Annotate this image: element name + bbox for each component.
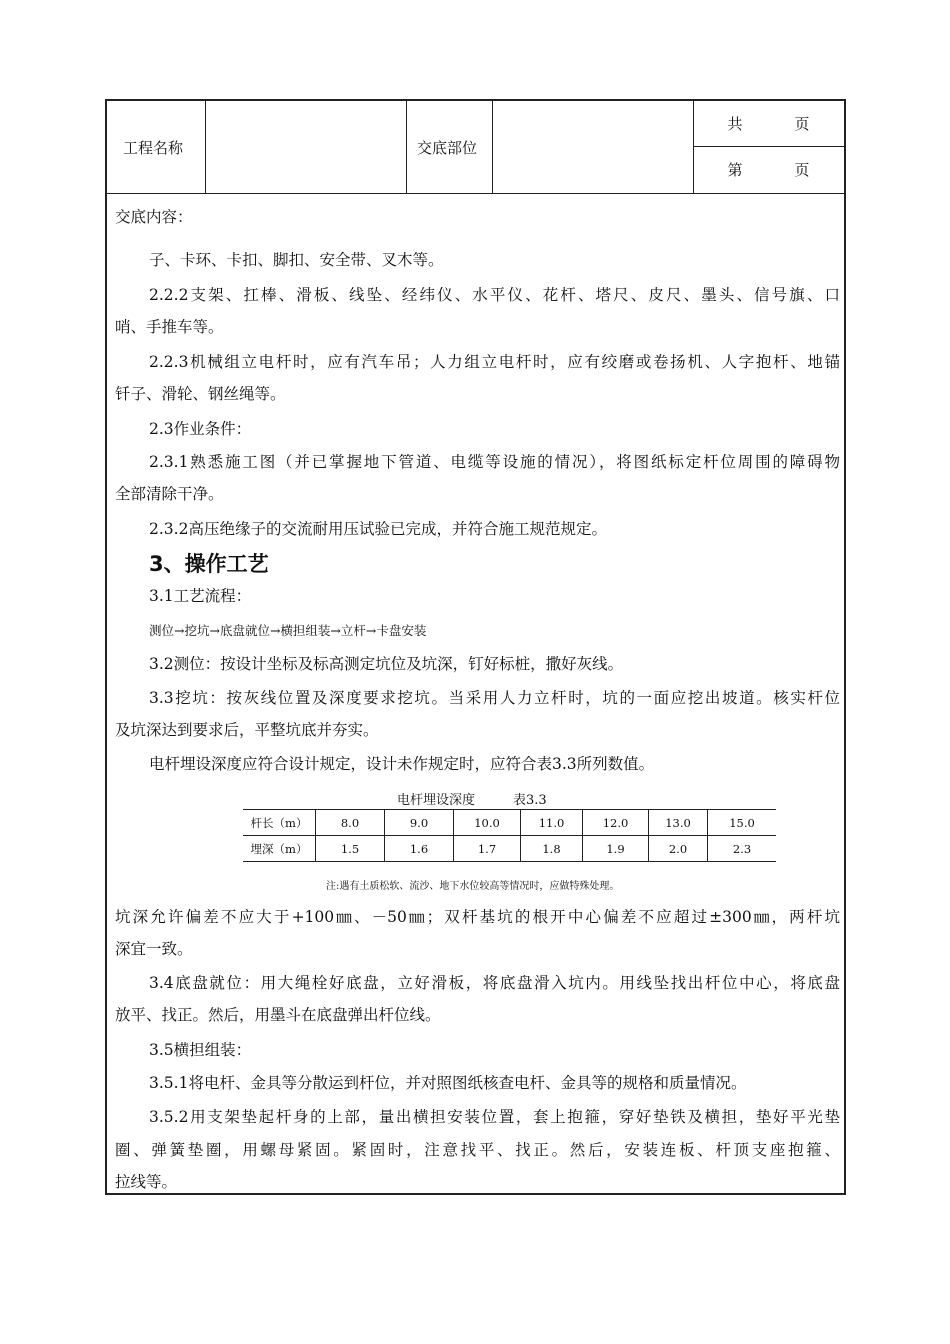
table-caption bbox=[397, 789, 547, 808]
table-row bbox=[243, 810, 776, 836]
table-cell: 1.5 bbox=[316, 836, 385, 862]
content-line: 深宜一致。 bbox=[115, 940, 193, 958]
content-line: 2.2.2支架、扛棒、滑板、线坠、经纬仪、水平仪、花杆、塔尺、皮尺、墨头、信号旗、口 bbox=[149, 286, 840, 304]
section-heading: 3、操作工艺 bbox=[149, 552, 269, 576]
content-line: 3.4底盘就位：用大绳栓好底盘，立好滑板，将底盘滑入坑内。用线坠找出杆位中心，将底盘 bbox=[149, 974, 840, 992]
table-cell: 1.8 bbox=[521, 836, 583, 862]
table-cell: 杆长（m） bbox=[243, 810, 316, 836]
table-cell: 8.0 bbox=[316, 810, 385, 836]
content-line: 及坑深达到要求后，平整坑底并夯实。 bbox=[115, 721, 379, 739]
process-flow: 测位→挖坑→底盘就位→横担组装→立杆→卡盘安装 bbox=[149, 623, 427, 638]
content-line: 3.5横担组装： bbox=[149, 1041, 252, 1059]
burial-depth-table bbox=[243, 809, 776, 862]
page-number: 第 页 bbox=[727, 161, 810, 179]
table-note: 注:遇有土质松软、流沙、地下水位较高等情况时，应做特殊处理。 bbox=[326, 881, 620, 892]
content-line: 哨、手推车等。 bbox=[115, 318, 224, 336]
form-header bbox=[107, 101, 844, 194]
content-line: 3.5.1将电杆、金具等分散运到杆位，并对照图纸核查电杆、金具等的规格和质量情况。 bbox=[149, 1074, 747, 1092]
table-cell: 1.9 bbox=[583, 836, 649, 862]
content-line: 坑深允许偏差不应大于+100㎜、－50㎜；双杆基坑的根开中心偏差不应超过±300㎜，两杆坑 bbox=[115, 908, 840, 926]
content-line: 2.3.1熟悉施工图（并已掌握地下管道、电缆等设施的情况），将图纸标定杆位周围的障碍物 bbox=[149, 453, 840, 471]
content-line: 圈、弹簧垫圈，用螺母紧固。紧固时，注意找平、找正。然后，安装连板、杆顶支座抱箍、 bbox=[115, 1141, 840, 1159]
project-name-value bbox=[206, 101, 406, 193]
content-line: 子、卡环、卡扣、脚扣、安全带、叉木等。 bbox=[149, 251, 444, 269]
content-line: 2.2.3机械组立电杆时，应有汽车吊；人力组立电杆时，应有绞磨或卷扬机、人字抱杆、地锚 bbox=[149, 353, 840, 371]
content-line: 电杆埋设深度应符合设计规定，设计未作规定时，应符合表3.3所列数值。 bbox=[149, 755, 655, 773]
table-cell: 11.0 bbox=[521, 810, 583, 836]
table-cell: 2.0 bbox=[649, 836, 708, 862]
table-cell: 10.0 bbox=[454, 810, 521, 836]
table-cell: 15.0 bbox=[708, 810, 777, 836]
table-cell: 12.0 bbox=[583, 810, 649, 836]
content-line: 3.3挖坑：按灰线位置及深度要求挖坑。当采用人力立杆时，坑的一面应挖出坡道。核实杆位 bbox=[149, 689, 840, 707]
table-cell: 1.7 bbox=[454, 836, 521, 862]
position-label: 交底部位 bbox=[417, 138, 478, 157]
content-line: 3.2测位：按设计坐标及标高测定坑位及坑深，钉好标桩，撒好灰线。 bbox=[149, 655, 624, 673]
table-number: 表3.3 bbox=[513, 793, 547, 808]
flow-title: 3.1工艺流程： bbox=[149, 587, 252, 605]
content-line: 3.5.2用支架垫起杆身的上部，量出横担安装位置，套上抱箍，穿好垫铁及横担，垫好平光垫 bbox=[149, 1108, 840, 1126]
table-cell: 9.0 bbox=[385, 810, 454, 836]
content-line: 钎子、滑轮、钢丝绳等。 bbox=[115, 385, 286, 403]
table-title: 电杆埋设深度 bbox=[397, 793, 476, 808]
intro-label: 交底内容： bbox=[115, 208, 193, 226]
table-cell: 2.3 bbox=[708, 836, 777, 862]
project-name-label: 工程名称 bbox=[123, 138, 184, 157]
content-line: 2.3作业条件： bbox=[149, 420, 252, 438]
table-cell: 埋深（m） bbox=[243, 836, 316, 862]
content-line: 放平、找正。然后，用墨斗在底盘弹出杆位线。 bbox=[115, 1006, 441, 1024]
table-cell: 13.0 bbox=[649, 810, 708, 836]
disclosure-form bbox=[105, 99, 846, 1195]
total-pages: 共 页 bbox=[727, 115, 810, 133]
divider bbox=[406, 101, 407, 193]
content-line: 全部清除干净。 bbox=[115, 485, 224, 503]
position-value bbox=[493, 101, 693, 193]
table-cell: 1.6 bbox=[385, 836, 454, 862]
table-row bbox=[243, 836, 776, 862]
content-line: 拉线等。 bbox=[115, 1173, 178, 1191]
content-line: 2.3.2高压绝缘子的交流耐用压试验已完成，并符合施工规范规定。 bbox=[149, 520, 607, 538]
